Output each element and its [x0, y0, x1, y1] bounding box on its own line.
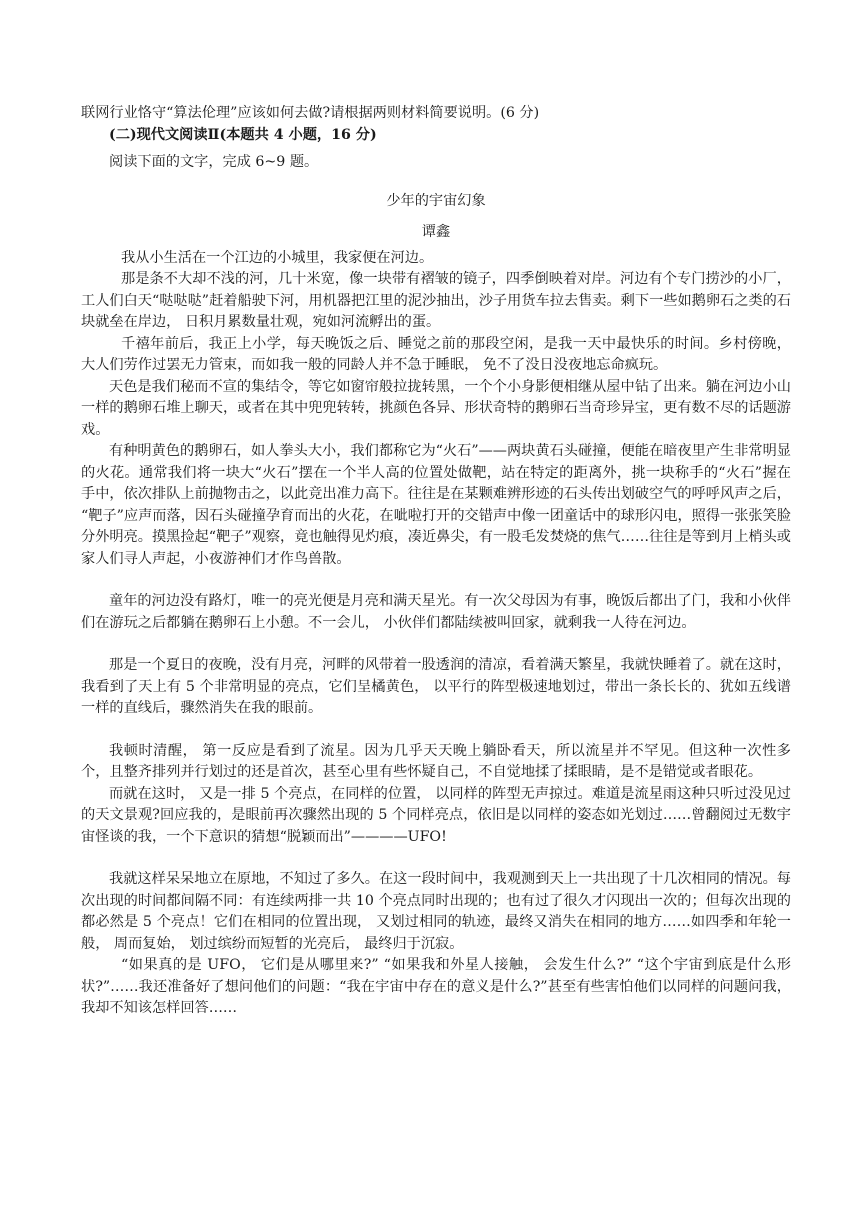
- article-title: 少年的宇宙幻象: [386, 192, 486, 209]
- paragraph-6: 童年的河边没有路灯，唯一的亮光便是月亮和满天星光。有一次父母因为有事，晚饭后都出了门，我和小伙伴们在游玩之后都躺在鹅卵石上小憩。不一会儿， 小伙伴们都陆续被叫回家，就剩我一人待在河边。: [81, 593, 791, 631]
- paragraph-5: 有种明黄色的鹅卵石，如人拳头大小，我们都称它为“火石”——两块黄石头碰撞，便能在暗夜里产生非常明显的火花。通常我们将一块大“火石”摆在一个半人高的位置处做靶，站在特定的距离外，挑一块称手的“火石”握在手中，依次排队上前抛物击之，以此竞出准力高下。往往是在某颗难辨形迹的石头传出划破空气的呼呼风声之后， “靶子”应声而落，因石头碰撞孕育而出的火花，在呲啦打开的交错声中像一团童话中的球形闪电，照得一张张笑脸分外明亮。摸黑捡起“靶子”观察，竟也触得见灼痕，凑近鼻尖，有一股毛发焚烧的焦气……往往是等到月上梢头或家人们寻人声起，小夜游神们才作鸟兽散。: [81, 443, 791, 567]
- reading-instruction: 阅读下面的文字，完成 6~9 题。: [109, 154, 319, 170]
- paragraph-4: 天色是我们秘而不宣的集结令，等它如窗帘般拉拢转黑，一个个小身影便相继从屋中钻了出来。躺在河边小山一样的鹅卵石堆上聊天，或者在其中兜兜转转，挑颜色各异、形状奇特的鹅卵石当奇珍异宝，更有数不尽的话题游戏。: [81, 378, 791, 438]
- section-heading: (二)现代文阅读Ⅱ(本题共 4 小题，16 分): [109, 126, 377, 143]
- paragraph-10: 我就这样呆呆地立在原地，不知过了多久。在这一段时间中，我观测到天上一共出现了十几次相同的情况。每次出现的时间都间隔不同：有连续两排一共 10 个亮点同时出现的；也有过了很久才闪现出一次的；但每次出现的都必然是 5 个亮点！它们在相同的位置出现， 又划过相同的轨迹，最终又消失在相同的地方……如四季和年轮一般， 周而复始， 划过缤纷而短暂的光亮后， 最终归于沉寂。: [81, 871, 791, 952]
- paragraph-11: “如果真的是 UFO， 它们是从哪里来?” “如果我和外星人接触， 会发生什么?” “这个宇宙到底是什么形状?”……我还准备好了想问他们的问题：“我在宇宙中存在的意义是什么?”甚至有些害怕他们以同样的问题问我，我却不知该怎样回答……: [81, 957, 791, 1016]
- document-content: [81, 103, 791, 1020]
- paragraph-7: 那是一个夏日的夜晚，没有月亮，河畔的风带着一股透润的清凉，看着满天繁星，我就快睡着了。就在这时，我看到了天上有 5 个非常明显的亮点，它们呈橘黄色， 以平行的阵型极速地划过，带出一条长长的、犹如五线谱一样的直线后，骤然消失在我的眼前。: [81, 657, 791, 716]
- paragraph-1: 我从小生活在一个江边的小城里，我家便在河边。: [121, 249, 434, 266]
- article-author: 谭鑫: [421, 224, 451, 240]
- paragraph-9: 而就在这时， 又是一排 5 个亮点，在同样的位置， 以同样的阵型无声掠过。难道是流星雨这种只听过没见过的天文景观?回应我的，是眼前再次骤然出现的 5 个同样亮点，依旧是以同样的姿态如光划过……曾翻阅过无数宇宙怪谈的我，一个下意识的猜想“脱颖而出”————UFO!: [81, 785, 791, 845]
- question-text-tail: 联网行业恪守“算法伦理”应该如何去做?请根据两则材料简要说明。(6 分): [81, 105, 540, 121]
- paragraph-2: 那是条不大却不浅的河，几十米宽，像一块带有褶皱的镜子，四季倒映着对岸。河边有个专门捞沙的小厂，工人们白天“哒哒哒”赶着船驶下河，用机器把江里的泥沙抽出，沙子用货车拉去售卖。剩下一些如鹅卵石之类的石块就垒在岸边， 日积月累数量壮观，宛如河流孵出的蛋。: [81, 271, 791, 330]
- paragraph-8: 我顿时清醒， 第一反应是看到了流星。因为几乎天天晚上躺卧看天，所以流星并不罕见。但这种一次性多个，且整齐排列并行划过的还是首次，甚至心里有些怀疑自己，不自觉地揉了揉眼睛，是不是错觉或者眼花。: [81, 742, 791, 780]
- paragraph-3: 千禧年前后，我正上小学，每天晚饭之后、睡觉之前的那段空闲，是我一天中最快乐的时间。乡村傍晚， 大人们劳作过罢无力管束，而如我一般的同龄人并不急于睡眠， 免不了没日没夜地忘命疯玩。: [81, 335, 791, 373]
